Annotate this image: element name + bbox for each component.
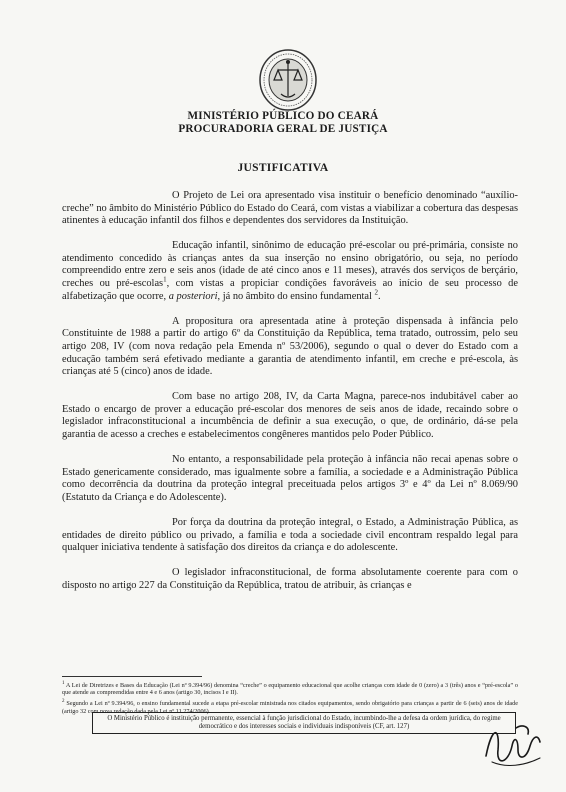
paragraph-1: O Projeto de Lei ora apresentado visa instituir o benefício denominado “auxílio-creche” no âmbito do Ministério Público do Estado do Ceará, com vistas a viabilizar a cobertura das despesas atinentes à educação infantil dos filhos e dependentes dos servidores da Instituição. — [62, 190, 518, 227]
paragraph-2-text-d: . — [378, 290, 381, 302]
institution-header — [0, 110, 566, 136]
paragraph-2-text-b: , com vistas a propiciar condições favoráveis ao início de seu processo de alfabetização que ocorre, — [62, 278, 518, 302]
paragraph-2-text-c: , já no âmbito do ensino fundamental — [217, 290, 375, 302]
footnote-2-text: Segundo a Lei nº 9.394/96, o ensino fundamental sucede a etapa pré-escolar ministrada nos citados equipamentos, sendo obrigatório para crianças a partir de 6 (seis) anos de idade (artigo 32 com nova redação dada pela Lei nº 11.274/2006). — [62, 700, 519, 715]
header-line-2: PROCURADORIA GERAL DE JUSTIÇA — [178, 123, 388, 135]
paragraph-4: Com base no artigo 208, IV, da Carta Magna, parece-nos indubitável caber ao Estado o encargo de prover a educação pré-escolar dos menores de seis anos de idade, recaindo sobre o legislador infraconstitucional a incumbência de definir a sua execução, o que, de ordinário, dá-se pela garantia de acesso a creches e estabelecimentos congêneres mantidos pelo Poder Público. — [62, 391, 518, 440]
paragraph-2-text-a: Educação infantil, sinônimo de educação pré-escolar ou pré-primária, consiste no atendimento concedido às crianças antes da sua inserção no ensino obrigatório, ou seja, no período compreendido entre zero e seis anos (idade de até cinco anos e 11 meses), através dos serviços de berçário, creches ou pré-escolas — [62, 240, 518, 290]
paragraph-2-italic: a posteriori — [168, 290, 218, 302]
footnote-1 — [62, 680, 518, 697]
institutional-box-note: O Ministério Público é instituição permanente, essencial à função jurisdicional do Estado, incumbindo-lhe a defesa da ordem jurídica, do regime democrático e dos interesses sociais e individuais indisponíveis (CF, art. 127) — [92, 712, 516, 734]
footnote-ref-2: 2 — [374, 288, 379, 297]
paragraph-5: No entanto, a responsabilidade pela proteção à infância não recai apenas sobre o Estado genericamente considerado, mas igualmente sobre a família, a sociedade e a Administração Pública como decorrência da doutrina da proteção integral preceituada pelos artigos 3º e 4º da Lei nº 8.069/90 (Estatuto da Criança e do Adolescente). — [62, 454, 518, 503]
handwritten-signature — [478, 716, 548, 772]
paragraph-7: O legislador infraconstitucional, de forma absolutamente coerente para com o disposto no artigo 227 da Constituição da República, tratou de atribuir, às crianças e — [62, 567, 518, 591]
footnote-divider — [62, 676, 202, 677]
paragraph-6: Por força da doutrina da proteção integral, o Estado, a Administração Pública, as entidades de direito público ou privado, a família e toda a sociedade civil encontram respaldo legal para qualquer iniciativa tendente à satisfação dos direitos da criança e do adolescente. — [62, 516, 518, 554]
footnote-ref-1: 1 — [163, 275, 167, 284]
institution-seal-icon — [258, 48, 318, 112]
footnote-1-text: A Lei de Diretrizes e Bases da Educação (Lei nº 9.394/96) denomina “creche” o equipamento educacional que acolhe crianças com idade de 0 (zero) a 3 (três) anos e “pré-escola” o que atende as compreendidas entre 4 e 6 anos (artigo 30, incisos I e II). — [62, 682, 518, 697]
footnote-2-mark: 2 — [62, 699, 65, 705]
paragraph-2 — [62, 240, 518, 303]
document-body — [62, 190, 518, 605]
footnote-1-mark: 1 — [62, 681, 65, 686]
paragraph-3: A propositura ora apresentada atine à proteção dispensada à infância pelo Constituinte de 1988 a partir do artigo 6º da Constituição da República, tema tratado, outrossim, pelo seu artigo 208, IV (com nova redação pela Emenda nº 53/2006), segundo o qual o dever do Estado com a educação também será efetivado mediante a garantia de atendimento infantil, em creche e pré-escola, às crianças até 5 (cinco) anos de idade. — [62, 315, 518, 378]
document-title: JUSTIFICATIVA — [237, 162, 329, 174]
header-line-1: MINISTÉRIO PÚBLICO DO CEARÁ — [187, 110, 379, 122]
